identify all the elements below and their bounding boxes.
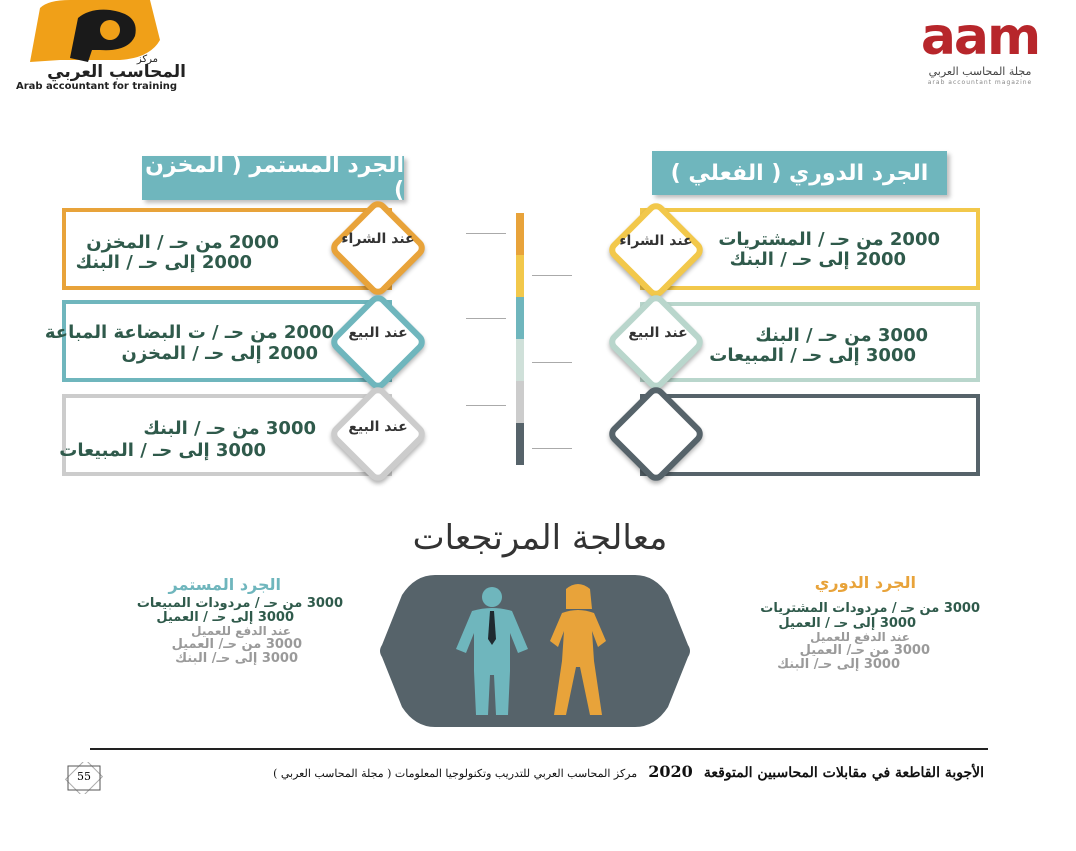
periodic-sale-label: عند البيع — [628, 325, 688, 341]
logo-aam-tagline: arab accountant magazine — [927, 79, 1033, 86]
center-bar-pale — [516, 339, 524, 381]
connector-5 — [466, 405, 506, 406]
perpetual-purchase-line2: 2000 إلى حـ / البنك — [75, 252, 252, 273]
page-number: 55 — [77, 770, 91, 783]
logo-aam-mark: aam — [920, 7, 1040, 67]
returns-periodic-title: الجرد الدوري — [814, 573, 916, 592]
connector-4 — [532, 362, 572, 363]
returns-perpetual-line1: 3000 من حـ / مردودات المبيعات — [136, 596, 343, 611]
periodic-header-text: الجرد الدوري ( الفعلي ) — [670, 160, 929, 186]
logo-mark-icon — [0, 0, 200, 62]
connector-6 — [532, 448, 572, 449]
perpetual-purchase-label: عند الشراء — [341, 231, 415, 247]
footer-text — [273, 762, 984, 781]
perpetual-sale2-line2: 3000 إلى حـ / المبيعات — [59, 440, 266, 461]
periodic-header — [652, 151, 947, 195]
people-illustration-icon — [380, 575, 690, 727]
periodic-purchase-line2: 2000 إلى حـ / البنك — [729, 249, 906, 270]
periodic-sale-line2: 3000 إلى حـ / المبيعات — [709, 345, 916, 366]
returns-perpetual-line2: 3000 إلى حـ / العميل — [156, 610, 294, 625]
periodic-purchase-line1: 2000 من حـ / المشتريات — [718, 229, 940, 250]
returns-periodic-line2: 3000 إلى حـ / العميل — [778, 616, 916, 631]
page-number-badge — [62, 762, 106, 794]
footer-year: 2020 — [648, 762, 693, 781]
logo-aam-magazine — [905, 7, 1055, 90]
center-bar-teal — [516, 297, 524, 339]
returns-perpetual-line5: 3000 إلى حـ/ البنك — [175, 651, 298, 666]
footer-title: الأجوبة القاطعة في مقابلات المحاسبين المتوقعة — [703, 765, 984, 781]
returns-perpetual-line3: عند الدفع للعميل — [191, 624, 291, 638]
center-bar-orange — [516, 213, 524, 255]
perpetual-header — [142, 153, 404, 203]
perpetual-sale2-label: عند البيع — [348, 419, 408, 435]
logo-arab-accountant — [0, 0, 200, 95]
perpetual-sale-line2: 2000 إلى حـ / المخزن — [121, 343, 318, 364]
returns-periodic-line1: 3000 من حـ / مردودات المشتريات — [760, 601, 980, 616]
returns-perpetual-line4: 3000 من حـ/ العميل — [171, 637, 302, 652]
footer-rule — [90, 748, 988, 750]
connector-3 — [466, 318, 506, 319]
logo-aam-subtitle: مجلة المحاسب العربي — [928, 65, 1032, 78]
logo-left-line2: المحاسب العربي — [47, 62, 186, 82]
returns-periodic-line5: 3000 إلى حـ/ البنك — [777, 657, 900, 672]
center-bar-dark — [516, 423, 524, 465]
perpetual-sale-line1: 2000 من حـ / ت البضاعة المباعة — [44, 322, 334, 343]
returns-periodic-line3: عند الدفع للعميل — [810, 630, 910, 644]
logo-left-line3: Arab accountant for training — [16, 81, 178, 92]
periodic-purchase-label: عند الشراء — [619, 233, 693, 249]
returns-perpetual-title: الجرد المستمر — [168, 575, 281, 594]
perpetual-header-text: الجرد المستمر ( المخزن ) — [145, 153, 404, 203]
perpetual-sale-label: عند البيع — [348, 325, 408, 341]
perpetual-purchase-line1: 2000 من حـ / المخزن — [86, 232, 279, 253]
center-bar-yellow — [516, 255, 524, 297]
connector-2 — [532, 275, 572, 276]
perpetual-sale2-line1: 3000 من حـ / البنك — [143, 418, 316, 439]
connector-1 — [466, 233, 506, 234]
logo-left-line1: مركز — [136, 54, 158, 65]
returns-title: معالجة المرتجعات — [412, 518, 668, 558]
returns-periodic-line4: 3000 من حـ/ العميل — [799, 643, 930, 658]
center-bar-gray — [516, 381, 524, 423]
periodic-sale-line1: 3000 من حـ / البنك — [755, 325, 928, 346]
footer-publisher: مركز المحاسب العربي للتدريب وتكنولوجيا المعلومات ( مجلة المحاسب العربي ) — [273, 767, 638, 780]
